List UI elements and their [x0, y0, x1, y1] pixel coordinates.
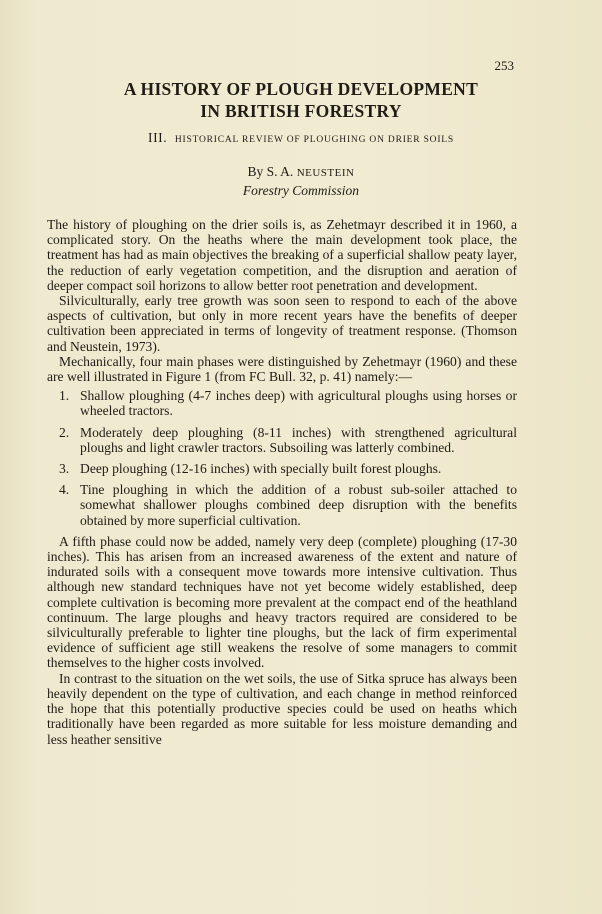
list-item — [47, 482, 517, 528]
title-line-1: A HISTORY OF PLOUGH DEVELOPMENT — [123, 79, 479, 99]
paragraph: The history of ploughing on the drier soils is, as Zehetmayr described it in 1960, a complicated story. On the heaths where the main development took place, the treatment has had as main objectives the breaking of a superficial shallow peaty layer, the reduction of early vegetation competition, and the disruption and aeration of deeper compact soil horizons to allow better root penetration and development. — [47, 217, 517, 293]
article-subtitle — [40, 130, 562, 146]
list-item — [47, 461, 517, 476]
list-item-text: Deep ploughing (12-16 inches) with specially built forest ploughs. — [80, 461, 442, 477]
paragraph: A fifth phase could now be added, namely very deep (complete) ploughing (17-30 inches). This has arisen from an increased awareness of the extent and nature of indurated soils with a consequent move towards more intensive cultivation. Thus although new standard techniques have not yet become widely established, deep complete cultivation is becoming more prevalent at the compact end of the heathland continuum. The large ploughs and heavy tractors required are considered to be silviculturally preferable to lighter tine ploughs, but the lack of firm experimental evidence of sufficient age still weakens the resolve of some managers to commit themselves to the higher costs involved. — [47, 533, 517, 671]
paragraph: In contrast to the situation on the wet soils, the use of Sitka spruce has always been heavily dependent on the type of cultivation, and each change in method reinforced the hope that this potentially productive species could be used on heaths which traditionally have been regarded as more suitable for less moisture demanding and less heather sensitive — [47, 670, 517, 747]
list-item-number: 1. — [59, 388, 70, 404]
list-item-number: 4. — [59, 482, 70, 498]
paragraph: Mechanically, four main phases were distinguished by Zehetmayr (1960) and these are well illustrated in Figure 1 (from FC Bull. 32, p. 41) namely:— — [47, 353, 517, 385]
list-item-text: Tine ploughing in which the addition of a robust sub-soiler attached to somewhat shallower ploughs combined deep disruption with the benefits obtained by more superficial cultivation. — [80, 482, 517, 528]
author-prefix: By S. A. — [247, 164, 294, 179]
list-item-number: 3. — [59, 461, 70, 477]
article-body — [47, 217, 517, 747]
page-number: 253 — [494, 58, 514, 73]
list-item-text: Moderately deep ploughing (8-11 inches) with strengthened agricultural ploughs and light crawler tractors. Subsoiling was latterly combined. — [80, 424, 517, 455]
subtitle-text: HISTORICAL REVIEW OF PLOUGHING ON DRIER SOILS — [174, 135, 454, 145]
list-item-number: 2. — [59, 424, 70, 440]
author-surname: NEUSTEIN — [296, 167, 355, 179]
phase-list — [47, 388, 517, 528]
author-line — [40, 163, 562, 182]
author-affiliation: Forestry Commission — [242, 183, 360, 198]
article-title — [40, 78, 562, 122]
list-item-text: Shallow ploughing (4-7 inches deep) with agricultural ploughs using horses or wheeled tractors. — [80, 388, 517, 419]
list-item — [47, 425, 517, 455]
list-item — [47, 388, 517, 418]
paragraph: Silviculturally, early tree growth was soon seen to respond to each of the above aspects of cultivation, but only in more recent years have the benefits of deeper cultivation been appreciated in terms of longevity of treatment response. (Thomson and Neustein, 1973). — [47, 293, 517, 354]
subtitle-numeral: III. — [147, 130, 168, 145]
byline — [40, 163, 562, 200]
title-line-2: IN BRITISH FORESTRY — [200, 101, 402, 121]
